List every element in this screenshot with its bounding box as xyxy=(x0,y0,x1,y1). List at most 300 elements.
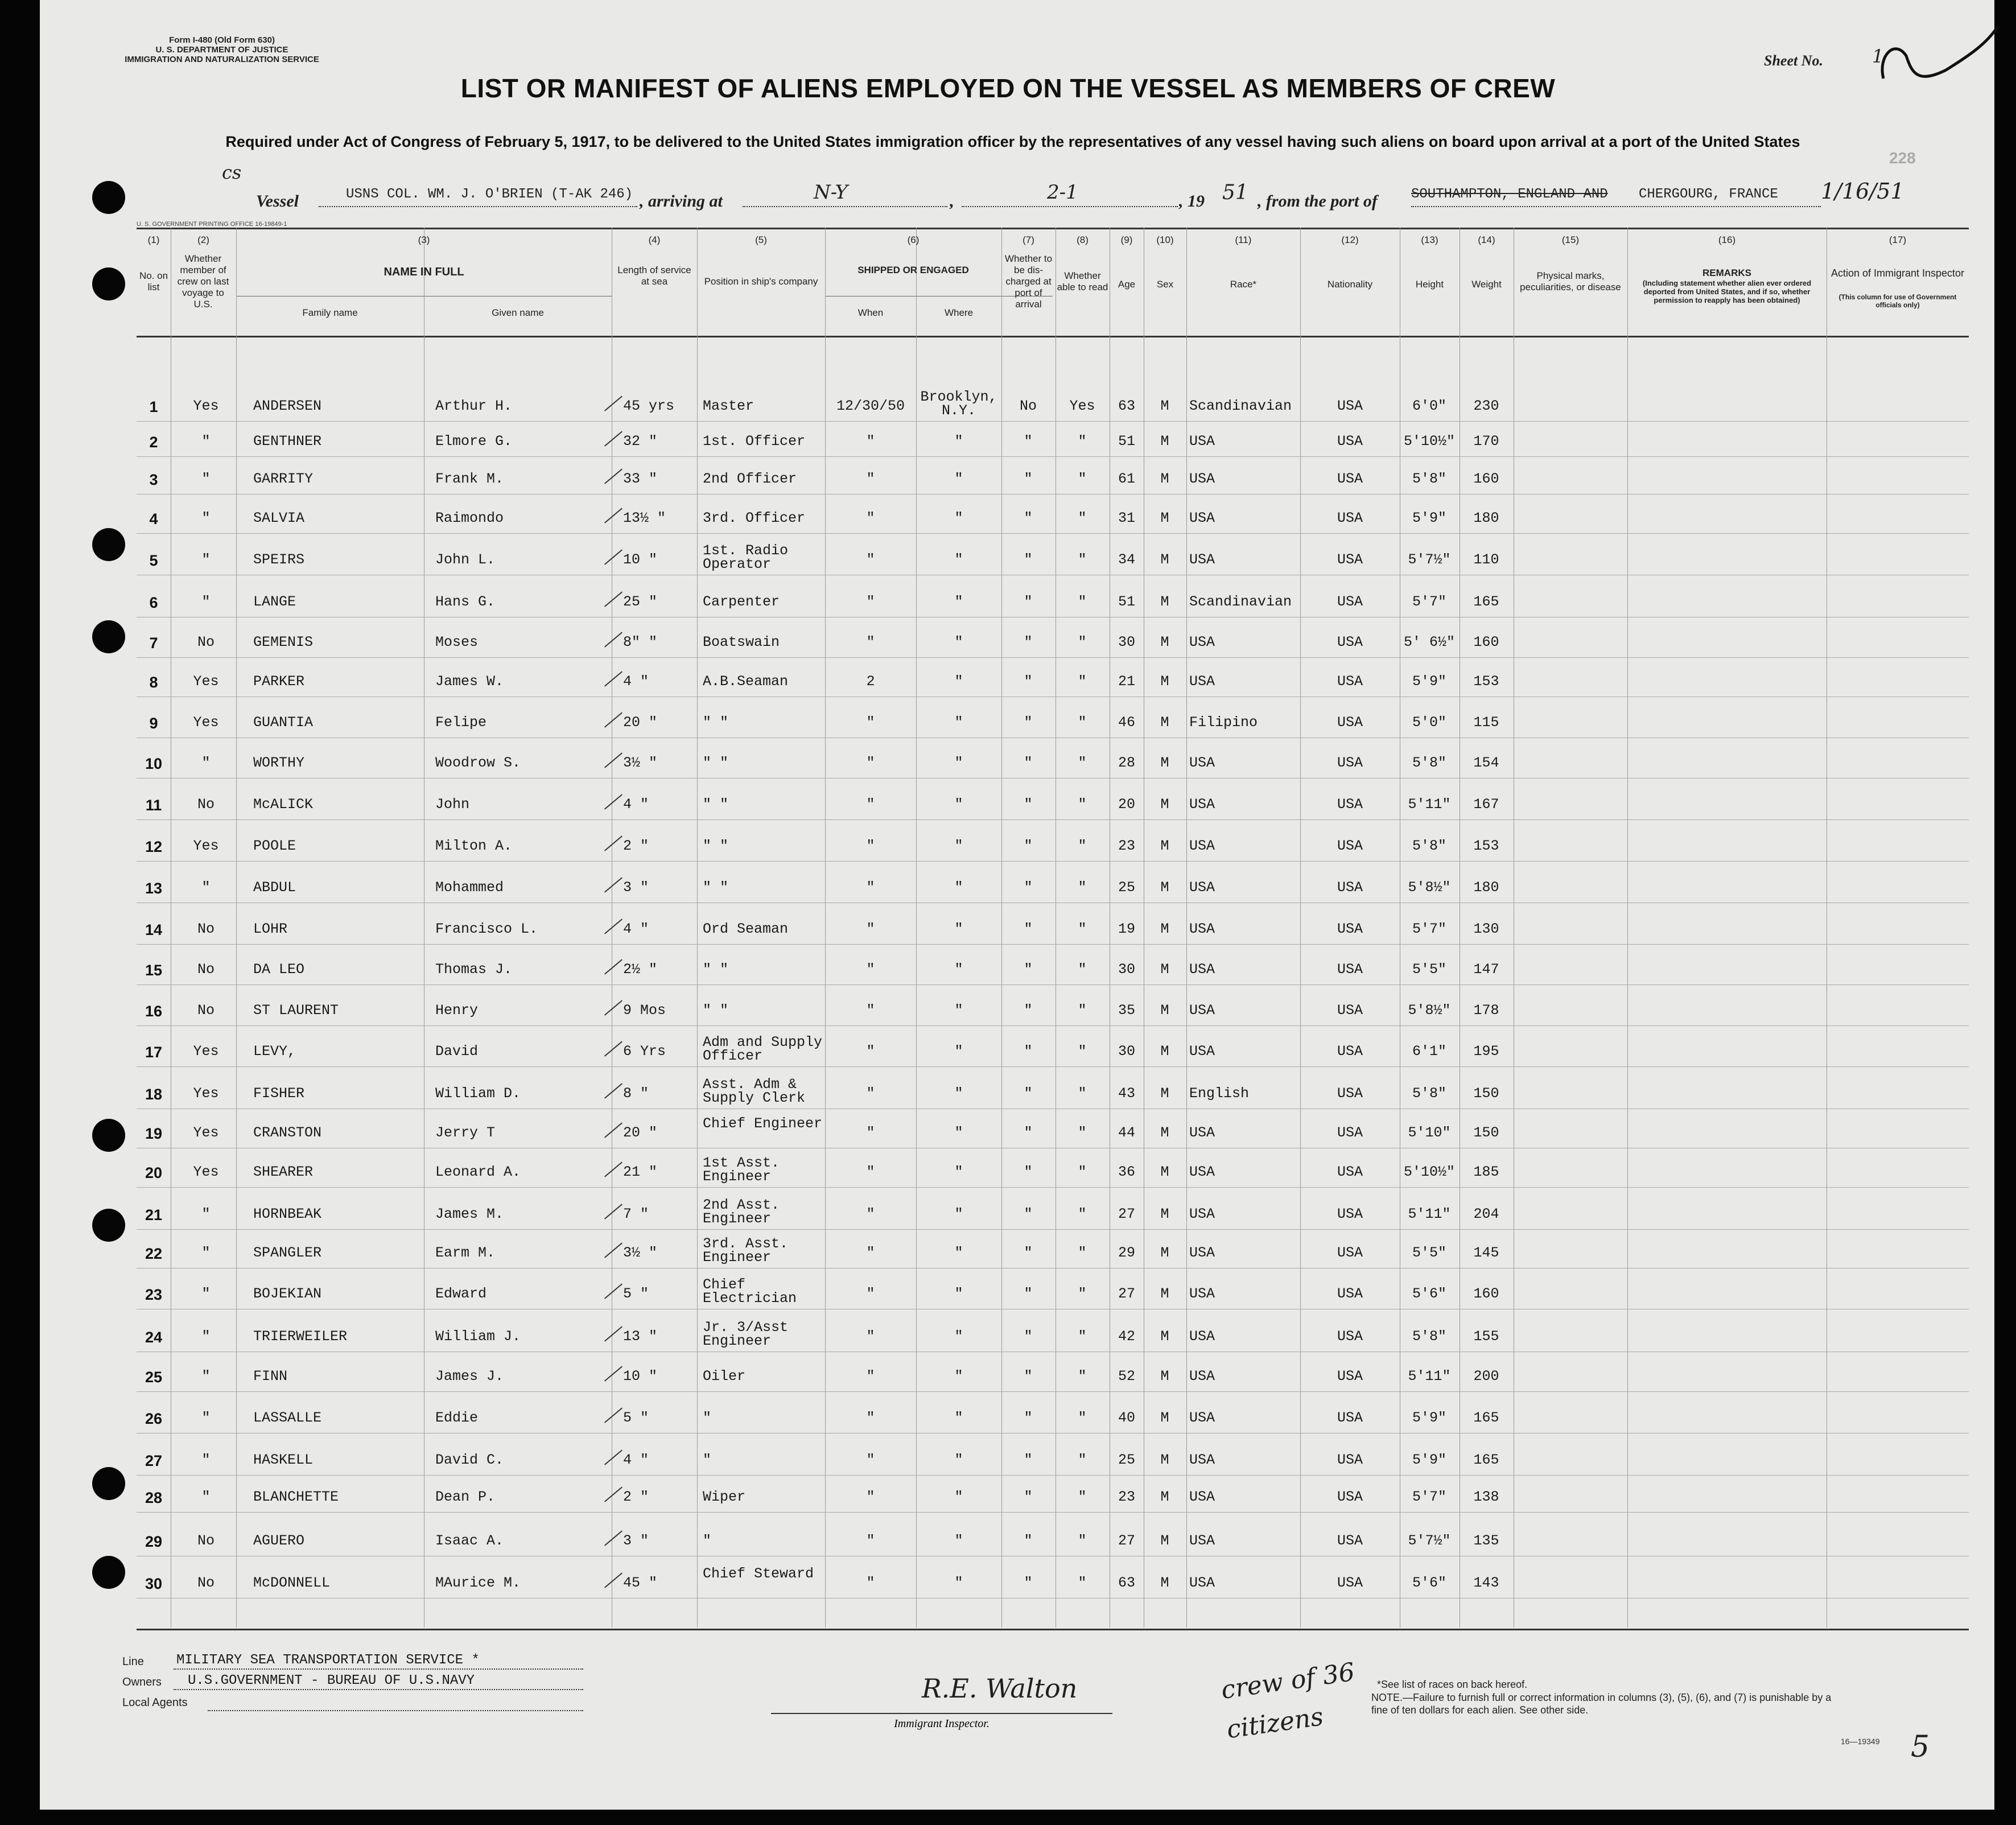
service-length-cell: 3 " xyxy=(623,1532,649,1549)
nationality-cell: USA xyxy=(1337,879,1363,896)
header-length-of-service: Length of service at sea xyxy=(617,265,691,287)
header-weight: Weight xyxy=(1471,279,1502,290)
race-cell: USA xyxy=(1189,1245,1215,1261)
row-number: 18 xyxy=(145,1086,163,1103)
race-cell: USA xyxy=(1189,1002,1215,1019)
header-remarks-note: (Including statement whether alien ever ordered deported from United States, and if so, whether permission to reapply has been obtained) xyxy=(1642,279,1812,304)
able-to-read-cell: " xyxy=(1078,1124,1087,1141)
shipped-when-cell: " xyxy=(866,1085,875,1102)
shipped-when-cell: " xyxy=(866,714,875,731)
last-voyage-cell: Yes xyxy=(193,673,219,690)
position-cell: " " xyxy=(703,838,729,854)
height-cell: 5'11" xyxy=(1408,1368,1451,1385)
form-code: 16—19349 xyxy=(1841,1737,1880,1746)
vessel-label: Vessel xyxy=(256,192,299,211)
race-cell: USA xyxy=(1189,1164,1215,1180)
position-cell: 2nd Officer xyxy=(703,471,797,487)
shipped-when-cell: " xyxy=(866,1532,875,1549)
shipped-when-cell: " xyxy=(866,1124,875,1141)
header-where: Where xyxy=(944,307,974,318)
height-cell: 5'9" xyxy=(1412,1452,1446,1468)
vessel-hand-mark: cs xyxy=(222,162,242,183)
header-bottom-rule xyxy=(137,336,1969,337)
service-length-cell: 9 Mos xyxy=(623,1002,666,1019)
last-voyage-cell: " xyxy=(201,551,211,568)
sex-cell: M xyxy=(1160,1124,1169,1141)
discharged-cell: " xyxy=(1024,1043,1033,1060)
service-length-cell: 10 " xyxy=(623,1368,658,1385)
given-name-cell: Leonard A. xyxy=(435,1164,521,1180)
discharged-cell: " xyxy=(1024,1002,1033,1019)
shipped-where-cell: " xyxy=(954,510,963,526)
sex-cell: M xyxy=(1160,673,1169,690)
sex-cell: M xyxy=(1160,1452,1169,1468)
weight-cell: 160 xyxy=(1473,634,1499,650)
height-cell: 5'10½" xyxy=(1403,1164,1455,1180)
last-voyage-cell: Yes xyxy=(193,714,219,731)
weight-cell: 154 xyxy=(1473,755,1499,771)
discharged-cell: " xyxy=(1024,1245,1033,1261)
shipped-when-cell: " xyxy=(866,634,875,650)
shipped-when-cell: " xyxy=(866,594,875,610)
able-to-read-cell: Yes xyxy=(1069,398,1095,414)
department-name: U. S. DEPARTMENT OF JUSTICE xyxy=(155,45,288,55)
row-rule xyxy=(137,1598,1969,1599)
sex-cell: M xyxy=(1160,551,1169,568)
punch-hole xyxy=(92,1556,125,1589)
nationality-cell: USA xyxy=(1337,1164,1363,1180)
column-number: (13) xyxy=(1421,234,1438,245)
shipped-where-cell: " xyxy=(954,1410,963,1426)
header-remarks: REMARKS xyxy=(1702,267,1751,278)
last-voyage-cell: Yes xyxy=(193,838,219,854)
race-cell: English xyxy=(1189,1085,1250,1102)
given-name-cell: Frank M. xyxy=(435,471,504,487)
position-cell: 3rd. Asst. Engineer xyxy=(703,1235,789,1266)
age-cell: 30 xyxy=(1118,961,1135,978)
age-cell: 23 xyxy=(1118,838,1135,854)
race-cell: USA xyxy=(1189,1286,1215,1302)
discharged-cell: " xyxy=(1024,961,1033,978)
row-number: 10 xyxy=(145,755,163,772)
service-length-cell: 4 " xyxy=(623,1452,649,1468)
shipped-when-cell: " xyxy=(866,1002,875,1019)
shipped-where-cell: " xyxy=(954,838,963,854)
last-voyage-cell: Yes xyxy=(193,398,219,414)
sheet-number: 1 xyxy=(1872,46,1884,67)
able-to-read-cell: " xyxy=(1078,433,1087,450)
nationality-cell: USA xyxy=(1337,1124,1363,1141)
race-cell: USA xyxy=(1189,1368,1215,1385)
last-voyage-cell: " xyxy=(201,1489,211,1505)
row-rule xyxy=(137,819,1969,820)
discharged-cell: " xyxy=(1024,433,1033,450)
height-cell: 5'8" xyxy=(1412,755,1446,771)
shipped-where-cell: " xyxy=(954,433,963,450)
age-cell: 35 xyxy=(1118,1002,1135,1019)
family-name-cell: LASSALLE xyxy=(253,1410,322,1426)
race-cell: USA xyxy=(1189,471,1215,487)
able-to-read-cell: " xyxy=(1078,1452,1087,1468)
row-number: 29 xyxy=(145,1533,163,1550)
age-cell: 40 xyxy=(1118,1410,1135,1426)
line-value: MILITARY SEA TRANSPORTATION SERVICE * xyxy=(176,1653,480,1668)
table-bottom-rule xyxy=(137,1629,1969,1630)
height-cell: 5'8½" xyxy=(1408,879,1451,896)
sex-cell: M xyxy=(1160,1164,1169,1180)
sex-cell: M xyxy=(1160,1043,1169,1060)
races-note: *See list of races on back hereof. xyxy=(1377,1679,1528,1690)
position-cell: 3rd. Officer xyxy=(703,510,806,526)
inspector-signature: R.E. Walton xyxy=(922,1673,1078,1704)
shipped-where-cell: " xyxy=(954,1452,963,1468)
nationality-cell: USA xyxy=(1337,755,1363,771)
nationality-cell: USA xyxy=(1337,1575,1363,1591)
header-sex: Sex xyxy=(1156,279,1174,290)
family-name-cell: ANDERSEN xyxy=(253,398,322,414)
position-cell: " xyxy=(703,1410,712,1426)
column-divider xyxy=(1001,228,1002,1628)
position-cell: Chief Steward xyxy=(703,1566,814,1582)
column-number: (11) xyxy=(1235,234,1252,245)
last-voyage-cell: " xyxy=(201,1452,211,1468)
owners-underline xyxy=(174,1689,583,1690)
able-to-read-cell: " xyxy=(1078,1164,1087,1180)
family-name-cell: POOLE xyxy=(253,838,296,854)
row-number: 24 xyxy=(145,1329,163,1346)
header-shipped-or-engaged: SHIPPED OR ENGAGED xyxy=(857,265,969,275)
weight-cell: 165 xyxy=(1473,594,1499,610)
shipped-when-cell: 2 xyxy=(866,673,875,690)
shipped-where-cell: " xyxy=(954,1206,963,1222)
form-number: Form I-480 (Old Form 630) xyxy=(169,35,275,45)
sex-cell: M xyxy=(1160,1002,1169,1019)
family-name-cell: LOHR xyxy=(253,921,288,937)
header-when: When xyxy=(857,307,884,318)
discharged-cell: " xyxy=(1024,1328,1033,1345)
last-voyage-cell: No xyxy=(197,921,215,937)
height-cell: 5'6" xyxy=(1412,1575,1446,1591)
position-cell: " xyxy=(703,1532,712,1549)
position-cell: " " xyxy=(703,961,729,978)
row-rule xyxy=(137,1475,1969,1476)
discharged-cell: " xyxy=(1024,838,1033,854)
sex-cell: M xyxy=(1160,1575,1169,1591)
row-number: 1 xyxy=(149,398,158,415)
discharged-cell: " xyxy=(1024,1164,1033,1180)
service-length-cell: 33 " xyxy=(623,471,658,487)
given-name-cell: Eddie xyxy=(435,1410,479,1426)
last-voyage-cell: " xyxy=(201,755,211,771)
last-voyage-cell: Yes xyxy=(193,1043,219,1060)
age-cell: 61 xyxy=(1118,471,1135,487)
height-cell: 5'6" xyxy=(1412,1286,1446,1302)
position-cell: " " xyxy=(703,714,729,731)
position-cell: " xyxy=(703,1452,712,1468)
discharged-cell: " xyxy=(1024,1452,1033,1468)
discharged-cell: " xyxy=(1024,551,1033,568)
column-number: (5) xyxy=(755,234,767,245)
row-number: 3 xyxy=(149,471,158,488)
nationality-cell: USA xyxy=(1337,921,1363,937)
row-number: 30 xyxy=(145,1575,163,1592)
sex-cell: M xyxy=(1160,1410,1169,1426)
family-name-cell: SPEIRS xyxy=(253,551,305,568)
header-inspector-action: Action of Immigrant Inspector xyxy=(1831,267,1965,279)
height-cell: 5'7½" xyxy=(1408,551,1451,568)
given-name-cell: Felipe xyxy=(435,714,487,731)
last-voyage-cell: Yes xyxy=(193,1164,219,1180)
height-cell: 5'10½" xyxy=(1403,433,1455,450)
weight-cell: 204 xyxy=(1473,1206,1499,1222)
height-cell: 5'5" xyxy=(1412,1245,1446,1261)
header-physical-marks: Physical marks, peculiarities, or disease xyxy=(1520,270,1621,293)
age-cell: 52 xyxy=(1118,1368,1135,1385)
shipped-where-cell: " xyxy=(954,594,963,610)
sex-cell: M xyxy=(1160,1085,1169,1102)
service-length-cell: 4 " xyxy=(623,921,649,937)
column-number: (9) xyxy=(1120,234,1133,245)
column-number: (3) xyxy=(418,234,430,245)
given-name-cell: John L. xyxy=(435,551,496,568)
from-port-label: , from the port of xyxy=(1258,192,1378,211)
race-cell: USA xyxy=(1189,1124,1215,1141)
race-cell: USA xyxy=(1189,921,1215,937)
last-voyage-cell: No xyxy=(197,1002,215,1019)
given-name-cell: Mohammed xyxy=(435,879,504,896)
column-divider xyxy=(825,228,826,1628)
row-number: 19 xyxy=(145,1125,163,1142)
position-cell: Ord Seaman xyxy=(703,921,789,937)
last-voyage-cell: " xyxy=(201,433,211,450)
given-name-cell: John xyxy=(435,796,470,813)
able-to-read-cell: " xyxy=(1078,1245,1087,1261)
service-length-cell: 7 " xyxy=(623,1206,649,1222)
row-number: 21 xyxy=(145,1206,163,1223)
shipped-where-cell: " xyxy=(954,879,963,896)
row-number: 14 xyxy=(145,921,163,938)
family-name-cell: CRANSTON xyxy=(253,1124,322,1141)
shipped-where-cell: " xyxy=(954,1245,963,1261)
shipped-where-cell: " xyxy=(954,714,963,731)
vessel-underline xyxy=(319,206,637,207)
sex-cell: M xyxy=(1160,1532,1169,1549)
nationality-cell: USA xyxy=(1337,1328,1363,1345)
position-cell: " " xyxy=(703,879,729,896)
nationality-cell: USA xyxy=(1337,1206,1363,1222)
shipped-when-cell: " xyxy=(866,471,875,487)
family-name-cell: HASKELL xyxy=(253,1452,314,1468)
service-length-cell: 45 yrs xyxy=(623,398,675,414)
sex-cell: M xyxy=(1160,433,1169,450)
able-to-read-cell: " xyxy=(1078,879,1087,896)
race-cell: USA xyxy=(1189,1532,1215,1549)
year-prefix: , 19 xyxy=(1179,192,1205,211)
last-voyage-cell: No xyxy=(197,1575,215,1591)
height-cell: 5'7" xyxy=(1412,1489,1446,1505)
row-rule xyxy=(137,494,1969,495)
given-name-cell: Earm M. xyxy=(435,1245,496,1261)
position-cell: Chief Engineer xyxy=(703,1115,823,1132)
row-number: 15 xyxy=(145,962,163,979)
height-cell: 5'11" xyxy=(1408,796,1451,813)
row-number: 5 xyxy=(149,552,158,569)
nationality-cell: USA xyxy=(1337,398,1363,414)
column-divider xyxy=(1627,228,1628,1628)
family-name-cell: AGUERO xyxy=(253,1532,305,1549)
sex-cell: M xyxy=(1160,961,1169,978)
given-name-cell: Isaac A. xyxy=(435,1532,504,1549)
header-name-in-full: NAME IN FULL xyxy=(384,266,464,278)
punch-hole xyxy=(92,1119,125,1152)
nationality-cell: USA xyxy=(1337,1245,1363,1261)
given-name-cell: William D. xyxy=(435,1085,521,1102)
able-to-read-cell: " xyxy=(1078,634,1087,650)
race-cell: Filipino xyxy=(1189,714,1258,731)
able-to-read-cell: " xyxy=(1078,1489,1087,1505)
nationality-cell: USA xyxy=(1337,551,1363,568)
weight-cell: 115 xyxy=(1473,714,1499,731)
nationality-cell: USA xyxy=(1337,634,1363,650)
age-cell: 51 xyxy=(1118,594,1135,610)
family-name-cell: GUANTIA xyxy=(253,714,314,731)
age-cell: 30 xyxy=(1118,1043,1135,1060)
line-label: Line xyxy=(122,1655,144,1668)
weight-cell: 145 xyxy=(1473,1245,1499,1261)
header-no-on-list: No. on list xyxy=(139,270,168,293)
discharged-cell: " xyxy=(1024,634,1033,650)
position-cell: 1st Asst. Engineer xyxy=(703,1155,780,1185)
arriving-underline xyxy=(743,206,947,207)
age-cell: 21 xyxy=(1118,673,1135,690)
shipped-when-cell: " xyxy=(866,1452,875,1468)
race-cell: USA xyxy=(1189,1410,1215,1426)
column-number: (8) xyxy=(1077,234,1089,245)
nationality-cell: USA xyxy=(1337,594,1363,610)
age-cell: 51 xyxy=(1118,433,1135,450)
able-to-read-cell: " xyxy=(1078,471,1087,487)
weight-cell: 143 xyxy=(1473,1575,1499,1591)
weight-cell: 110 xyxy=(1473,551,1499,568)
discharged-cell: " xyxy=(1024,755,1033,771)
service-length-cell: 10 " xyxy=(623,551,658,568)
shipped-when-cell: " xyxy=(866,551,875,568)
header-last-voyage: Whether member of crew on last voyage to U.S. xyxy=(177,253,229,310)
race-cell: Scandinavian xyxy=(1189,594,1292,610)
discharged-cell: " xyxy=(1024,1368,1033,1385)
race-cell: USA xyxy=(1189,1206,1215,1222)
row-number: 25 xyxy=(145,1369,163,1386)
shipped-where-cell: Brooklyn, N.Y. xyxy=(920,389,997,419)
column-number: (15) xyxy=(1561,234,1580,245)
weight-cell: 135 xyxy=(1473,1532,1499,1549)
row-rule xyxy=(137,657,1969,658)
shipped-where-cell: " xyxy=(954,1575,963,1591)
service-length-cell: 21 " xyxy=(623,1164,658,1180)
punch-hole xyxy=(92,181,125,214)
sheet-label: Sheet No. xyxy=(1764,52,1823,69)
shipped-when-cell: " xyxy=(866,433,875,450)
able-to-read-cell: " xyxy=(1078,755,1087,771)
weight-cell: 167 xyxy=(1473,796,1499,813)
race-cell: USA xyxy=(1189,755,1215,771)
shipped-when-cell: " xyxy=(866,1043,875,1060)
header-family-name: Family name xyxy=(302,307,358,318)
position-cell: 2nd Asst. Engineer xyxy=(703,1197,780,1227)
nationality-cell: USA xyxy=(1337,796,1363,813)
nationality-cell: USA xyxy=(1337,673,1363,690)
position-cell: 1st. Radio Operator xyxy=(703,542,789,572)
arrival-port: N-Y xyxy=(814,181,848,204)
sex-cell: M xyxy=(1160,1489,1169,1505)
last-voyage-cell: No xyxy=(197,961,215,978)
weight-cell: 170 xyxy=(1473,433,1499,450)
row-number: 26 xyxy=(145,1410,163,1427)
stamp-number: 228 xyxy=(1889,149,1916,167)
family-name-cell: PARKER xyxy=(253,673,305,690)
arrival-date: 2-1 xyxy=(1047,181,1078,204)
family-name-cell: FINN xyxy=(253,1368,288,1385)
given-name-cell: Hans G. xyxy=(435,594,496,610)
last-voyage-cell: No xyxy=(197,796,215,813)
nationality-cell: USA xyxy=(1337,961,1363,978)
shipped-where-cell: " xyxy=(954,634,963,650)
nationality-cell: USA xyxy=(1337,838,1363,854)
weight-cell: 178 xyxy=(1473,1002,1499,1019)
nationality-cell: USA xyxy=(1337,714,1363,731)
shipped-where-cell: " xyxy=(954,1286,963,1302)
service-length-cell: 3 " xyxy=(623,879,649,896)
column-number: (16) xyxy=(1718,234,1736,245)
row-number: 7 xyxy=(149,635,158,652)
row-rule xyxy=(137,421,1969,422)
from-port-struck: SOUTHAMPTON, ENGLAND AND xyxy=(1411,187,1608,202)
column-divider xyxy=(697,228,698,1628)
header-age: Age xyxy=(1118,279,1136,290)
last-voyage-cell: Yes xyxy=(193,1085,219,1102)
row-rule xyxy=(137,944,1969,945)
shipped-when-cell: " xyxy=(866,510,875,526)
nationality-cell: USA xyxy=(1337,1085,1363,1102)
row-rule xyxy=(137,1025,1969,1026)
row-rule xyxy=(137,1391,1969,1392)
race-cell: USA xyxy=(1189,1043,1215,1060)
printing-office-line: U. S. GOVERNMENT PRINTING OFFICE 16-19849-1 xyxy=(137,221,287,228)
race-cell: USA xyxy=(1189,634,1215,650)
family-name-cell: LEVY, xyxy=(253,1043,296,1060)
race-cell: USA xyxy=(1189,1452,1215,1468)
header-nationality: Nationality xyxy=(1327,279,1373,290)
sex-cell: M xyxy=(1160,471,1169,487)
race-cell: USA xyxy=(1189,433,1215,450)
document-title: LIST OR MANIFEST OF ALIENS EMPLOYED ON THE VESSEL AS MEMBERS OF CREW xyxy=(460,73,1556,103)
weight-cell: 153 xyxy=(1473,673,1499,690)
service-length-cell: 2 " xyxy=(623,838,649,854)
row-rule xyxy=(137,861,1969,862)
able-to-read-cell: " xyxy=(1078,1085,1087,1102)
service-length-cell: 25 " xyxy=(623,594,658,610)
vessel-name: USNS COL. WM. J. O'BRIEN (T-AK 246) xyxy=(346,187,633,202)
weight-cell: 195 xyxy=(1473,1043,1499,1060)
last-voyage-cell: " xyxy=(201,879,211,896)
discharged-cell: " xyxy=(1024,471,1033,487)
discharged-cell: " xyxy=(1024,1532,1033,1549)
service-length-cell: 8 " xyxy=(623,1085,649,1102)
service-length-cell: 4 " xyxy=(623,673,649,690)
service-length-cell: 2½ " xyxy=(623,961,658,978)
last-voyage-cell: " xyxy=(201,471,211,487)
able-to-read-cell: " xyxy=(1078,1206,1087,1222)
